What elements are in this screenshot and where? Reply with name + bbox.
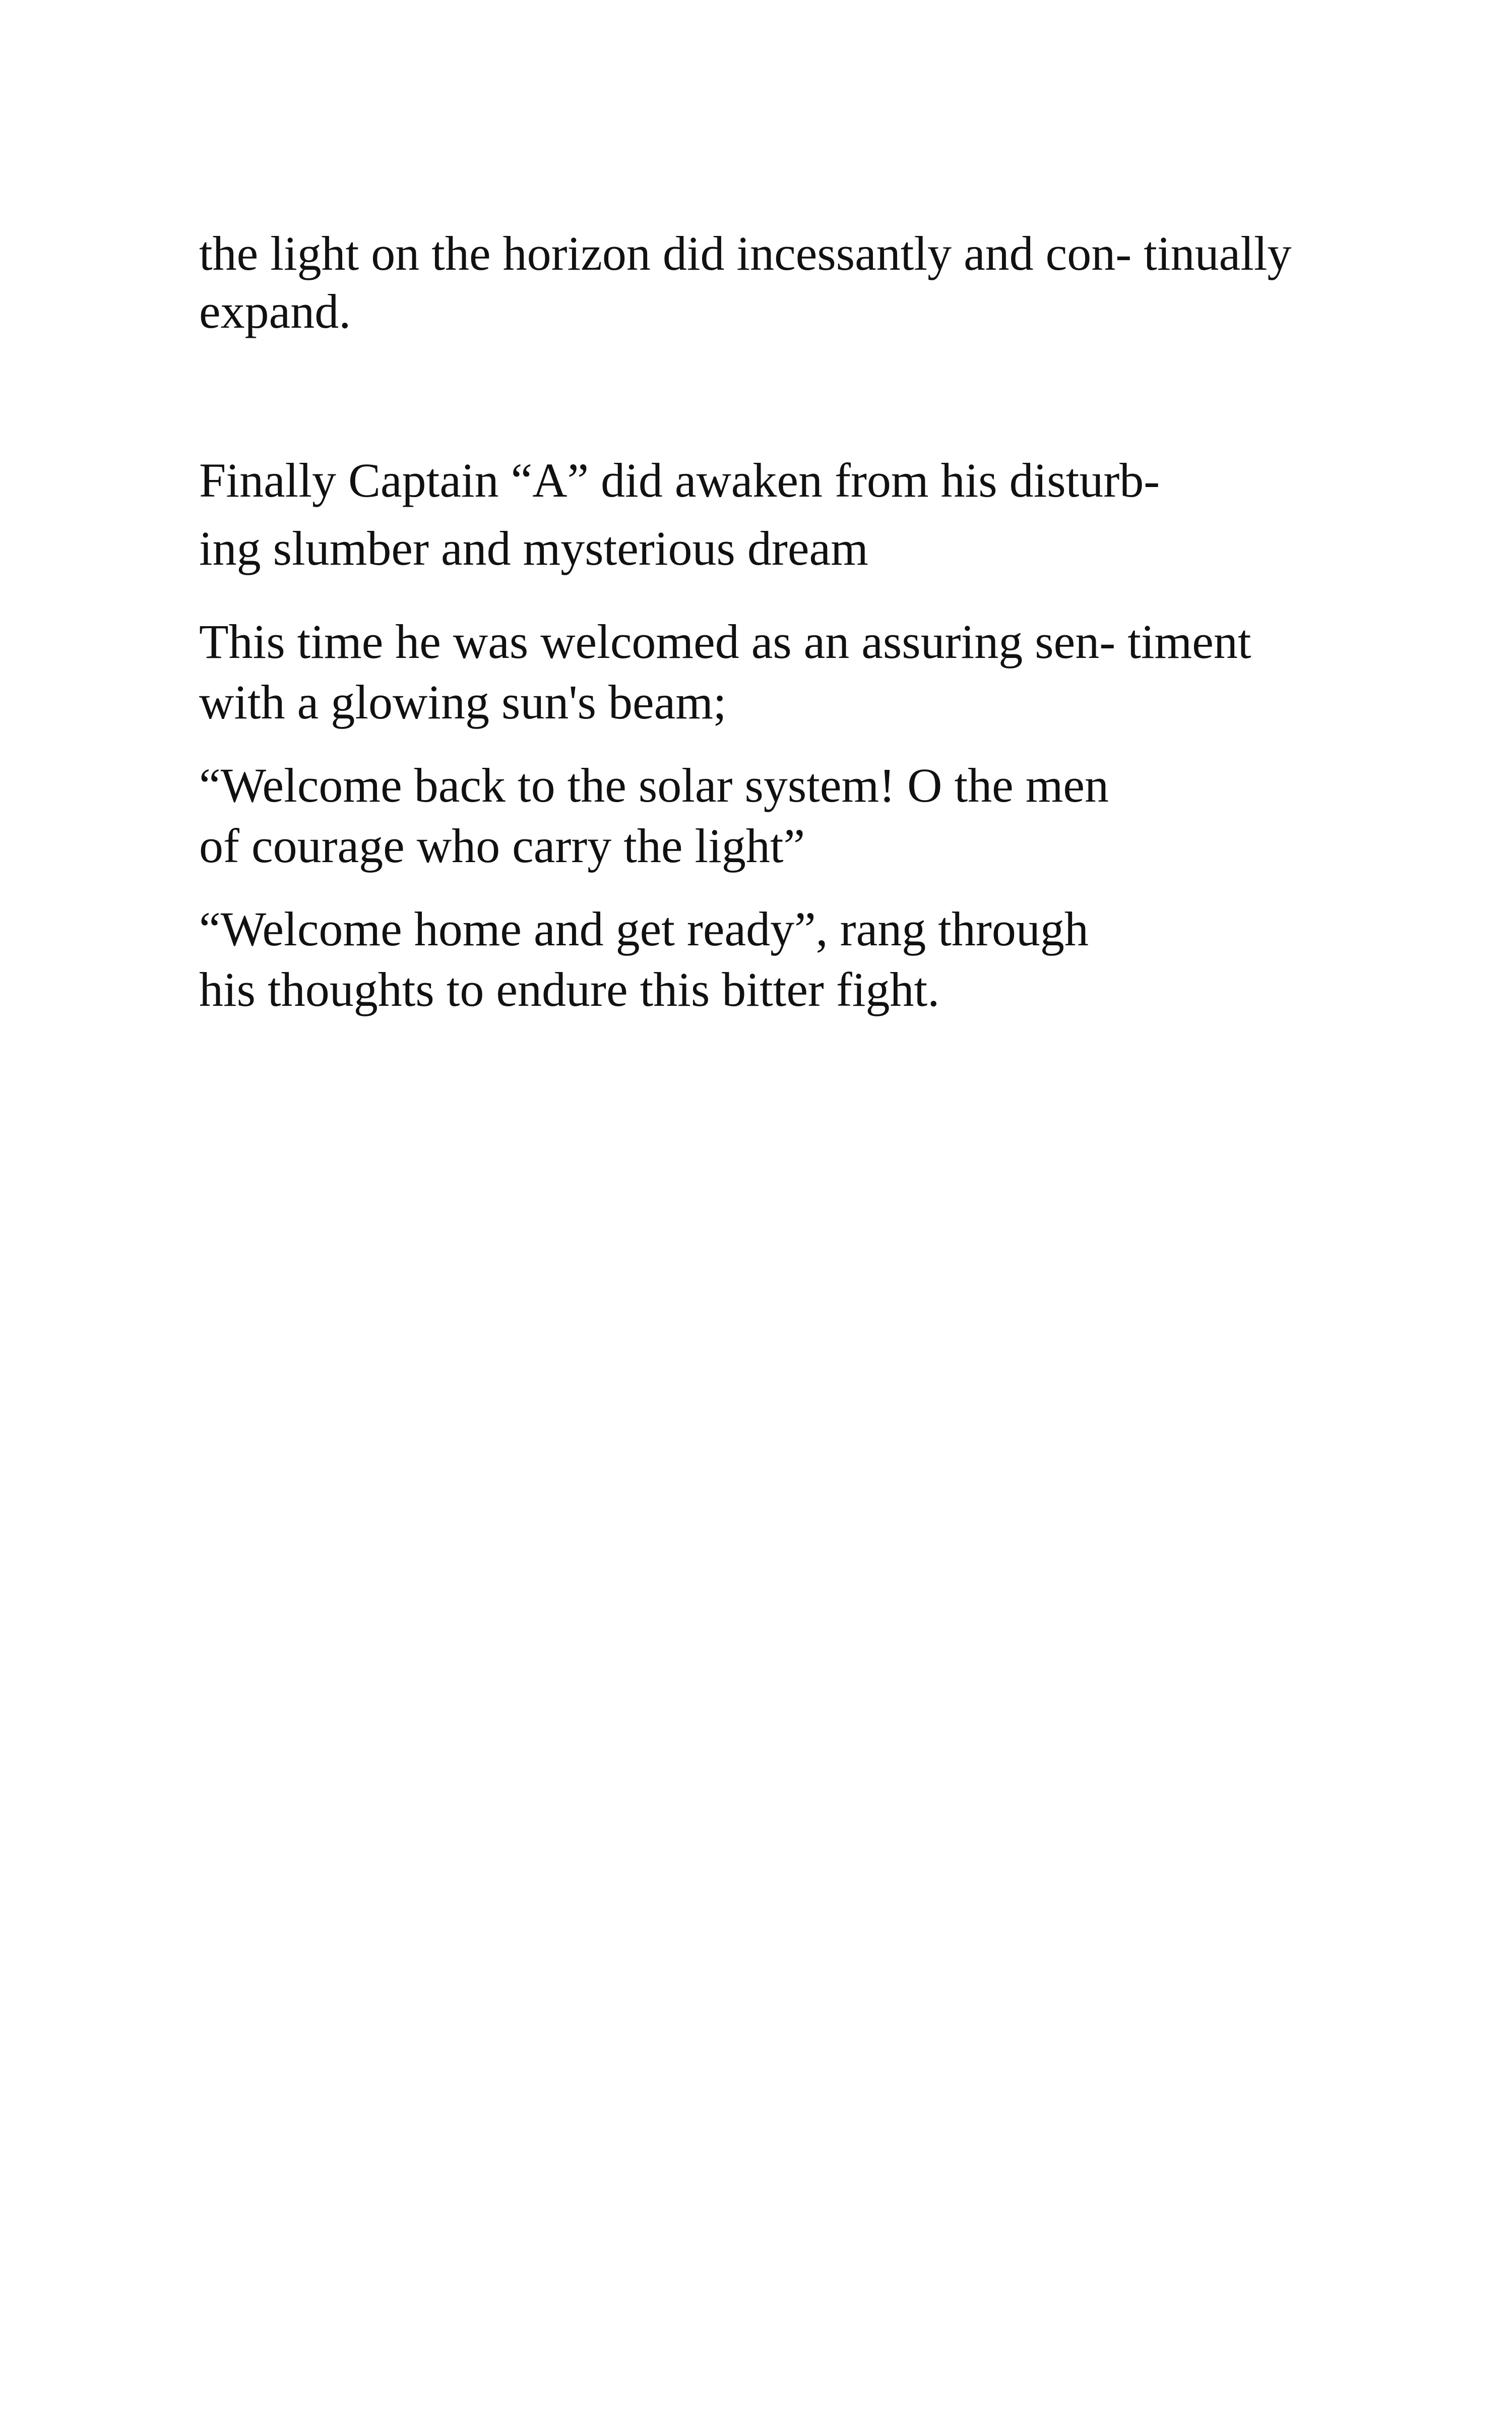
stanza-4-line-2: of courage who carry the light” — [199, 819, 805, 873]
stanza-3-line-1: This time he was welcomed as an assuring sen- timent — [199, 615, 1251, 669]
stanza-4-line-1: “Welcome back to the solar system! O the men — [199, 758, 1109, 812]
stanza-1-line-1: the light on the horizon did incessantly and con- tinually — [199, 226, 1292, 280]
stanza-5-line-1: “Welcome home and get ready”, rang through — [199, 902, 1089, 956]
stanza-2-line-2: ing slumber and mysterious dream — [199, 521, 868, 575]
stanza-1-line-2: expand. — [199, 284, 351, 338]
stanza-2-line-1: Finally Captain “A” did awaken from his disturb- — [199, 453, 1160, 507]
stanza-3-line-2: with a glowing sun's beam; — [199, 675, 727, 729]
stanza-5-line-2: his thoughts to endure this bitter fight. — [199, 962, 940, 1016]
